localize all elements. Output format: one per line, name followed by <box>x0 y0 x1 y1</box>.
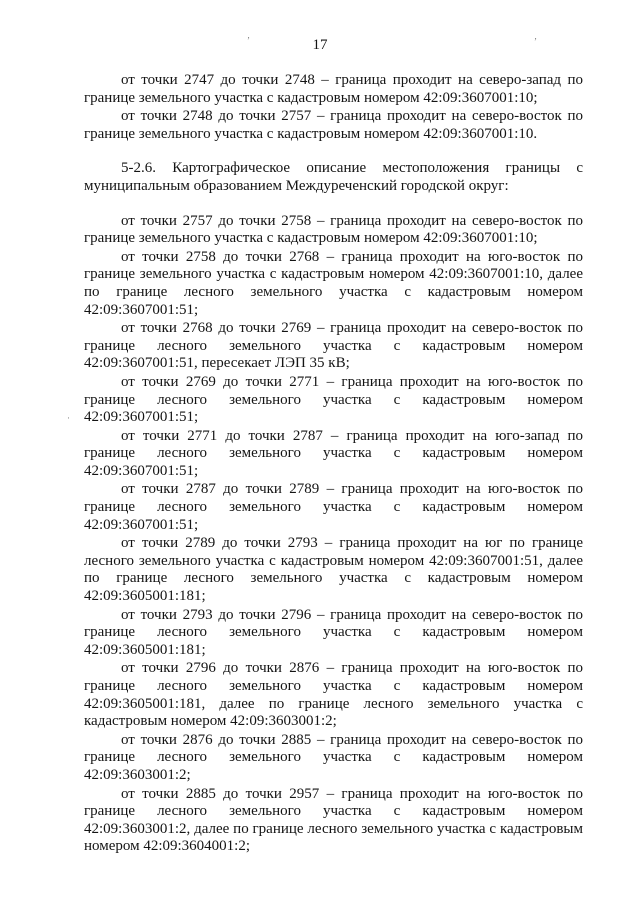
boundary-paragraph: от точки 2789 до точки 2793 – граница проходит на юг по границе лесного земельного участка с кадастровым номером 42:09:3607001:51, далее по границе лесного земельного участка с кадастровым номером 42:09:3605001:181; <box>84 535 583 605</box>
scan-mark: · <box>67 413 70 423</box>
boundary-paragraph: от точки 2885 до точки 2957 – граница проходит на юго-восток по границе лесного земельного участка с кадастровым номером 42:09:3603001:2, далее по границе лесного земельного участка с кадастровым номером 42:09:3604001:2; <box>84 785 583 855</box>
boundary-paragraph: от точки 2787 до точки 2789 – граница проходит на юго-восток по границе лесного земельного участка с кадастровым номером 42:09:3607001:51; <box>84 481 583 533</box>
boundary-paragraph: от точки 2768 до точки 2769 – граница проходит на северо-восток по границе лесного земельного участка с кадастровым номером 42:09:3607001:51, пересекает ЛЭП 35 кВ; <box>84 320 583 372</box>
boundary-paragraph: от точки 2769 до точки 2771 – граница проходит на юго-восток по границе лесного земельного участка с кадастровым номером 42:09:3607001:51; <box>84 373 583 426</box>
boundary-paragraph: от точки 2771 до точки 2787 – граница проходит на юго-запад по границе лесного земельного участка с кадастровым номером 42:09:3607001:51; <box>84 427 583 479</box>
page-number: 17 <box>312 37 328 53</box>
scan-mark: ‚ <box>247 30 250 40</box>
boundary-paragraph: от точки 2793 до точки 2796 – граница проходит на северо-восток по границе лесного земельного участка с кадастровым номером 42:09:3605001:181; <box>84 606 583 658</box>
boundary-paragraph: от точки 2796 до точки 2876 – граница проходит на юго-восток по границе лесного земельного участка с кадастровым номером 42:09:3605001:181, далее по границе лесного земельного участка с кадастровым номером 42:09:3603001:2; <box>84 660 583 730</box>
boundary-paragraph: от точки 2747 до точки 2748 – граница проходит на северо-запад по границе земельного участка с кадастровым номером 42:09:3607001:10; <box>84 72 583 106</box>
boundary-paragraph: от точки 2758 до точки 2768 – граница проходит на юго-восток по границе земельного участка с кадастровым номером 42:09:3607001:10, далее по границе лесного земельного участка с кадастровым номером 42:09:3607001:51; <box>84 248 583 318</box>
boundary-paragraph: от точки 2748 до точки 2757 – граница проходит на северо-восток по границе земельного участка с кадастровым номером 42:09:3607001:10. <box>84 108 583 142</box>
document-body <box>84 72 583 857</box>
scan-mark: ‚ <box>534 31 537 41</box>
section-heading: 5-2.6. Картографическое описание местоположения границы с муниципальным образованием Междуреченский городской округ: <box>84 160 583 194</box>
boundary-paragraph: от точки 2757 до точки 2758 – граница проходит на северо-восток по границе земельного участка с кадастровым номером 42:09:3607001:10; <box>84 212 583 247</box>
boundary-paragraph: от точки 2876 до точки 2885 – граница проходит на северо-восток по границе лесного земельного участка с кадастровым номером 42:09:3603001:2; <box>84 731 583 783</box>
